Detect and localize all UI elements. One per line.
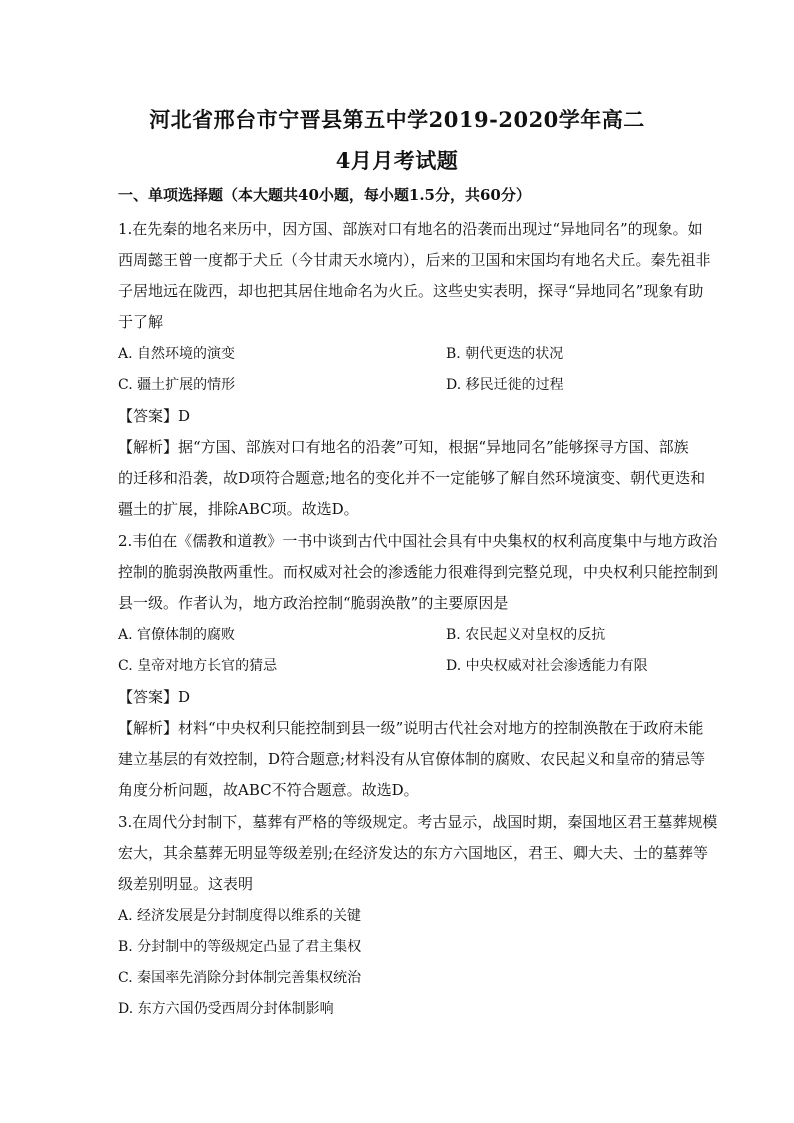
document-title-line2: 4月月考试题 [335,148,459,173]
q1-stem-line: 于了解 [118,313,164,331]
section-heading: 一、单项选择题（本大题共40小题，每小题1.5分，共60分） [118,186,531,204]
q3-option-b: B. 分封制中的等级规定凸显了君主集权 [118,939,362,955]
q2-answer: 【答案】D [118,688,191,706]
q1-analysis-line: 【解析】据“方国、部族对口有地名的沿袭”可知，根据“异地同名”能够探寻方国、部族 [118,438,689,456]
document-title-line1: 河北省邢台市宁晋县第五中学2019-2020学年高二 [149,107,645,132]
q1-analysis-line: 的迁移和沿袭，故D项符合题意;地名的变化并不一定能够了解自然环境演变、朝代更迭和 [118,469,706,487]
q1-answer: 【答案】D [118,407,191,425]
q2-analysis-line: 角度分析问题，故ABC不符合题意。故选D。 [118,781,419,799]
q3-stem-line: 宏大，其余墓葬无明显等级差别;在经济发达的东方六国地区，君王、卿大夫、士的墓葬等 [118,844,709,862]
q2-stem-line: 2.韦伯在《儒教和道教》一书中谈到古代中国社会具有中央集权的权利高度集中与地方政治 [118,532,718,550]
q3-stem-line: 级差别明显。这表明 [118,875,254,893]
q2-option-b: B. 农民起义对皇权的反抗 [446,627,606,643]
q2-stem-line: 控制的脆弱涣散两重性。而权威对社会的渗透能力很难得到完整兑现，中央权利只能控制到 [118,563,719,581]
q3-option-d: D. 东方六国仍受西周分封体制影响 [118,1001,334,1017]
q1-stem-line: 西周懿王曾一度都于犬丘（今甘肃天水境内），后来的卫国和宋国均有地名犬丘。秦先祖非 [118,251,711,269]
q2-option-c: C. 皇帝对地方长官的猜忌 [118,658,278,674]
q2-option-a: A. 官僚体制的腐败 [118,627,236,643]
q3-stem-line: 3.在周代分封制下，墓葬有严格的等级规定。考古显示，战国时期，秦国地区君王墓葬规模 [118,813,718,831]
q1-stem-line: 1.在先秦的地名来历中，因方国、部族对口有地名的沿袭而出现过“异地同名”的现象。如 [118,220,703,238]
q2-option-d: D. 中央权威对社会渗透能力有限 [446,658,648,674]
q1-option-c: C. 疆土扩展的情形 [118,377,236,393]
q3-option-a: A. 经济发展是分封制度得以维系的关键 [118,908,362,924]
q1-stem-line: 子居地远在陇西，却也把其居住地命名为火丘。这些史实表明，探寻“异地同名”现象有助 [118,282,704,300]
q1-option-d: D. 移民迁徙的过程 [446,377,564,393]
q2-stem-line: 县一级。作者认为，地方政治控制“脆弱涣散”的主要原因是 [118,594,509,612]
q1-option-a: A. 自然环境的演变 [118,346,236,362]
q2-analysis-line: 【解析】材料“中央权利只能控制到县一级”说明古代社会对地方的控制涣散在于政府未能 [118,719,704,737]
q1-option-b: B. 朝代更迭的状况 [446,346,564,362]
q2-analysis-line: 建立基层的有效控制，D符合题意;材料没有从官僚体制的腐败、农民起义和皇帝的猜忌等 [118,750,706,768]
q1-analysis-line: 疆土的扩展，排除ABC项。故选D。 [118,500,359,518]
q3-option-c: C. 秦国率先消除分封体制完善集权统治 [118,970,362,986]
